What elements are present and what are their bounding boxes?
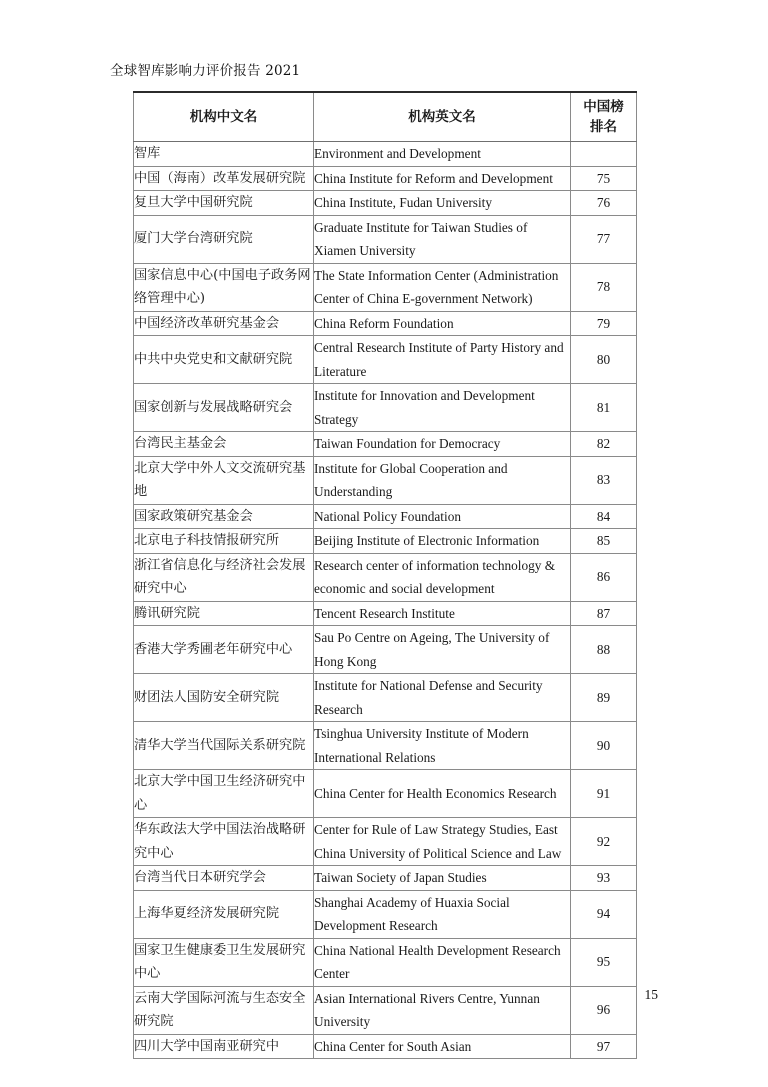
cell-en-name: China Institute for Reform and Development xyxy=(314,166,571,191)
table-row xyxy=(134,166,637,191)
cell-china-rank: 90 xyxy=(571,722,637,770)
cell-en-name: Tencent Research Institute xyxy=(314,601,571,626)
column-header-china-rank-label xyxy=(571,93,636,141)
cell-china-rank: 87 xyxy=(571,601,637,626)
cell-cn-name: 香港大学秀圃老年研究中心 xyxy=(134,626,314,674)
cell-en-name: China Reform Foundation xyxy=(314,311,571,336)
column-header-en-name xyxy=(314,92,571,142)
cell-china-rank: 80 xyxy=(571,336,637,384)
cell-cn-name: 中国（海南）改革发展研究院 xyxy=(134,166,314,191)
column-header-china-rank-line2: 排名 xyxy=(590,119,617,135)
cell-cn-name: 财团法人国防安全研究院 xyxy=(134,674,314,722)
cell-cn-name: 国家信息中心(中国电子政务网络管理中心) xyxy=(134,263,314,311)
cell-cn-name: 智库 xyxy=(134,142,314,167)
table-row xyxy=(134,384,637,432)
running-head: 全球智库影响力评价报告 2021 xyxy=(110,63,301,79)
cell-cn-name: 复旦大学中国研究院 xyxy=(134,191,314,216)
cell-china-rank: 82 xyxy=(571,432,637,457)
cell-en-name: Center for Rule of Law Strategy Studies, East China University of Political Science and Law xyxy=(314,818,571,866)
cell-en-name: Institute for Global Cooperation and Understanding xyxy=(314,456,571,504)
cell-china-rank: 77 xyxy=(571,215,637,263)
cell-china-rank: 83 xyxy=(571,456,637,504)
cell-en-name: Shanghai Academy of Huaxia Social Development Research xyxy=(314,890,571,938)
cell-en-name: Beijing Institute of Electronic Information xyxy=(314,529,571,554)
column-header-en-name-label: 机构英文名 xyxy=(408,109,476,125)
table-row xyxy=(134,986,637,1034)
cell-china-rank: 81 xyxy=(571,384,637,432)
cell-cn-name: 中国经济改革研究基金会 xyxy=(134,311,314,336)
table-body xyxy=(134,142,637,1059)
table-row xyxy=(134,722,637,770)
table-row xyxy=(134,890,637,938)
cell-china-rank: 86 xyxy=(571,553,637,601)
table-row xyxy=(134,263,637,311)
cell-cn-name: 云南大学国际河流与生态安全研究院 xyxy=(134,986,314,1034)
table-row xyxy=(134,142,637,167)
table-row xyxy=(134,626,637,674)
cell-china-rank xyxy=(571,142,637,167)
cell-en-name: Tsinghua University Institute of Modern International Relations xyxy=(314,722,571,770)
table-header-row xyxy=(134,92,637,142)
table-row xyxy=(134,938,637,986)
cell-en-name: China National Health Development Research Center xyxy=(314,938,571,986)
cell-china-rank: 85 xyxy=(571,529,637,554)
cell-cn-name: 北京大学中外人文交流研究基地 xyxy=(134,456,314,504)
cell-china-rank: 97 xyxy=(571,1034,637,1059)
cell-cn-name: 台湾民主基金会 xyxy=(134,432,314,457)
cell-cn-name: 厦门大学台湾研究院 xyxy=(134,215,314,263)
table-row xyxy=(134,311,637,336)
cell-china-rank: 76 xyxy=(571,191,637,216)
cell-en-name: Taiwan Foundation for Democracy xyxy=(314,432,571,457)
cell-china-rank: 93 xyxy=(571,866,637,891)
cell-en-name: Institute for Innovation and Development Strategy xyxy=(314,384,571,432)
cell-china-rank: 95 xyxy=(571,938,637,986)
cell-en-name: China Center for Health Economics Research xyxy=(314,770,571,818)
cell-en-name: Taiwan Society of Japan Studies xyxy=(314,866,571,891)
cell-china-rank: 94 xyxy=(571,890,637,938)
cell-en-name: Environment and Development xyxy=(314,142,571,167)
cell-china-rank: 91 xyxy=(571,770,637,818)
table-row xyxy=(134,553,637,601)
cell-en-name: Institute for National Defense and Security Research xyxy=(314,674,571,722)
table-row xyxy=(134,866,637,891)
table-row xyxy=(134,601,637,626)
cell-cn-name: 国家卫生健康委卫生发展研究中心 xyxy=(134,938,314,986)
table-row xyxy=(134,191,637,216)
cell-china-rank: 96 xyxy=(571,986,637,1034)
table-row xyxy=(134,1034,637,1059)
cell-cn-name: 台湾当代日本研究学会 xyxy=(134,866,314,891)
table-row xyxy=(134,529,637,554)
cell-cn-name: 北京大学中国卫生经济研究中心 xyxy=(134,770,314,818)
cell-china-rank: 84 xyxy=(571,504,637,529)
cell-china-rank: 75 xyxy=(571,166,637,191)
cell-cn-name: 清华大学当代国际关系研究院 xyxy=(134,722,314,770)
table-row xyxy=(134,504,637,529)
table-row xyxy=(134,818,637,866)
column-header-china-rank-line1: 中国榜 xyxy=(583,99,624,115)
cell-en-name: Central Research Institute of Party History and Literature xyxy=(314,336,571,384)
think-tank-rank-table xyxy=(133,91,637,1059)
cell-cn-name: 国家创新与发展战略研究会 xyxy=(134,384,314,432)
cell-cn-name: 四川大学中国南亚研究中 xyxy=(134,1034,314,1059)
cell-en-name: The State Information Center (Administration Center of China E-government Network) xyxy=(314,263,571,311)
cell-cn-name: 国家政策研究基金会 xyxy=(134,504,314,529)
rank-table-container xyxy=(133,91,636,1059)
column-header-cn-name-label: 机构中文名 xyxy=(189,109,258,125)
cell-en-name: Research center of information technology & economic and social development xyxy=(314,553,571,601)
cell-china-rank: 89 xyxy=(571,674,637,722)
page-number: 15 xyxy=(644,987,658,1002)
cell-china-rank: 92 xyxy=(571,818,637,866)
table-row xyxy=(134,770,637,818)
cell-en-name: Graduate Institute for Taiwan Studies of Xiamen University xyxy=(314,215,571,263)
cell-cn-name: 中共中央党史和文献研究院 xyxy=(134,336,314,384)
cell-en-name: National Policy Foundation xyxy=(314,504,571,529)
cell-en-name: Asian International Rivers Centre, Yunnan University xyxy=(314,986,571,1034)
cell-cn-name: 北京电子科技情报研究所 xyxy=(134,529,314,554)
cell-cn-name: 浙江省信息化与经济社会发展研究中心 xyxy=(134,553,314,601)
cell-cn-name: 腾讯研究院 xyxy=(134,601,314,626)
table-row xyxy=(134,215,637,263)
cell-cn-name: 上海华夏经济发展研究院 xyxy=(134,890,314,938)
cell-cn-name: 华东政法大学中国法治战略研究中心 xyxy=(134,818,314,866)
cell-en-name: China Institute, Fudan University xyxy=(314,191,571,216)
table-row xyxy=(134,336,637,384)
column-header-cn-name xyxy=(134,92,314,142)
table-row xyxy=(134,456,637,504)
cell-en-name: Sau Po Centre on Ageing, The University of Hong Kong xyxy=(314,626,571,674)
table-header xyxy=(134,92,637,142)
cell-china-rank: 78 xyxy=(571,263,637,311)
cell-china-rank: 88 xyxy=(571,626,637,674)
table-row xyxy=(134,674,637,722)
table-row xyxy=(134,432,637,457)
column-header-china-rank xyxy=(571,92,637,142)
cell-en-name: China Center for South Asian xyxy=(314,1034,571,1059)
cell-china-rank: 79 xyxy=(571,311,637,336)
